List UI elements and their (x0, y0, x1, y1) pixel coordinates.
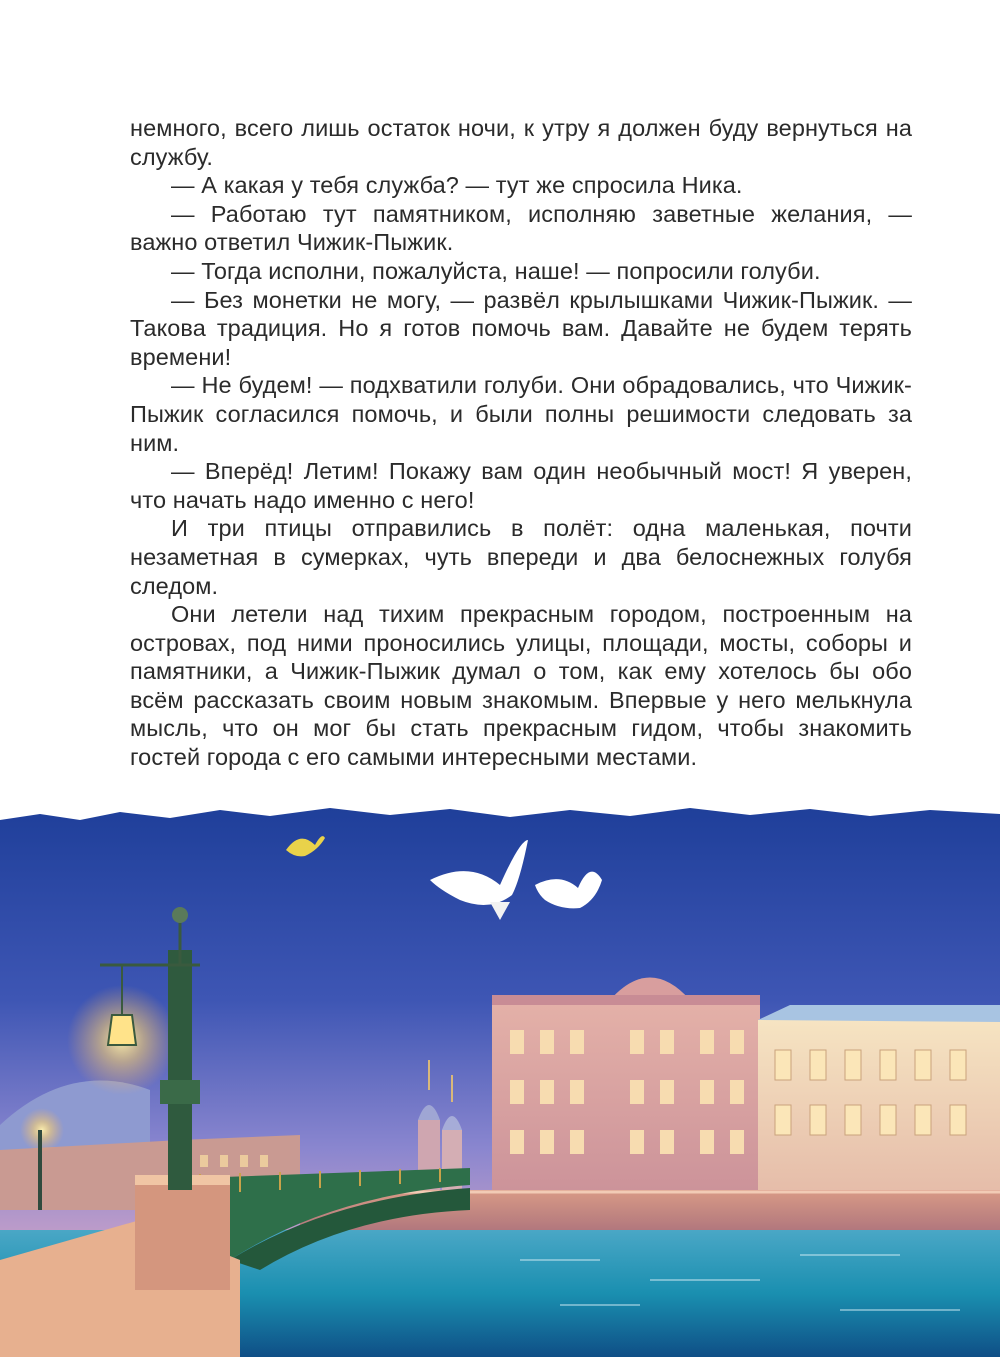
paragraph: — Работаю тут памятником, исполняю заветные желания, — важно ответил Чижик-Пыжик. (130, 200, 912, 256)
illustration-svg (0, 790, 1000, 1357)
pink-building (492, 978, 760, 1216)
paragraph: — Не будем! — подхватили голуби. Они обрадовались, что Чижик-Пыжик согласился помочь, и были полны решимости следовать за ним. (130, 372, 912, 456)
paragraph: немного, всего лишь остаток ночи, к утру я должен буду вернуться на службу. (130, 115, 912, 170)
paragraph: — Тогда исполни, пожалуйста, наше! — попросили голуби. (171, 257, 821, 284)
story-text (130, 114, 912, 772)
paragraph: — А какая у тебя служба? — тут же спросила Ника. (171, 172, 743, 199)
paragraph: — Без монетки не могу, — развёл крылышками Чижик-Пыжик. — Такова традиция. Но я готов помочь вам. Давайте не будем терять времени! (130, 286, 912, 370)
paragraph: — Вперёд! Летим! Покажу вам один необычный мост! Я уверен, что начать надо именно с него! (130, 458, 912, 513)
paragraph: И три птицы отправились в полёт: одна маленькая, почти незаметная в сумерках, чуть впереди и два белоснежных голубя следом. (130, 515, 912, 599)
city-night-illustration (0, 790, 1000, 1357)
cream-building (758, 1005, 1000, 1215)
paragraph: Они летели над тихим прекрасным городом, построенным на островах, под ними проносились улицы, площади, мосты, соборы и памятники, а Чижик-Пыжик думал о том, как ему хотелось бы обо всём рассказать своим новым знакомым. Впервые у него мелькнула мысль, что он мог бы стать прекрасным гидом, чтобы знакомить гостей города с его самыми интересными местами. (130, 601, 912, 771)
